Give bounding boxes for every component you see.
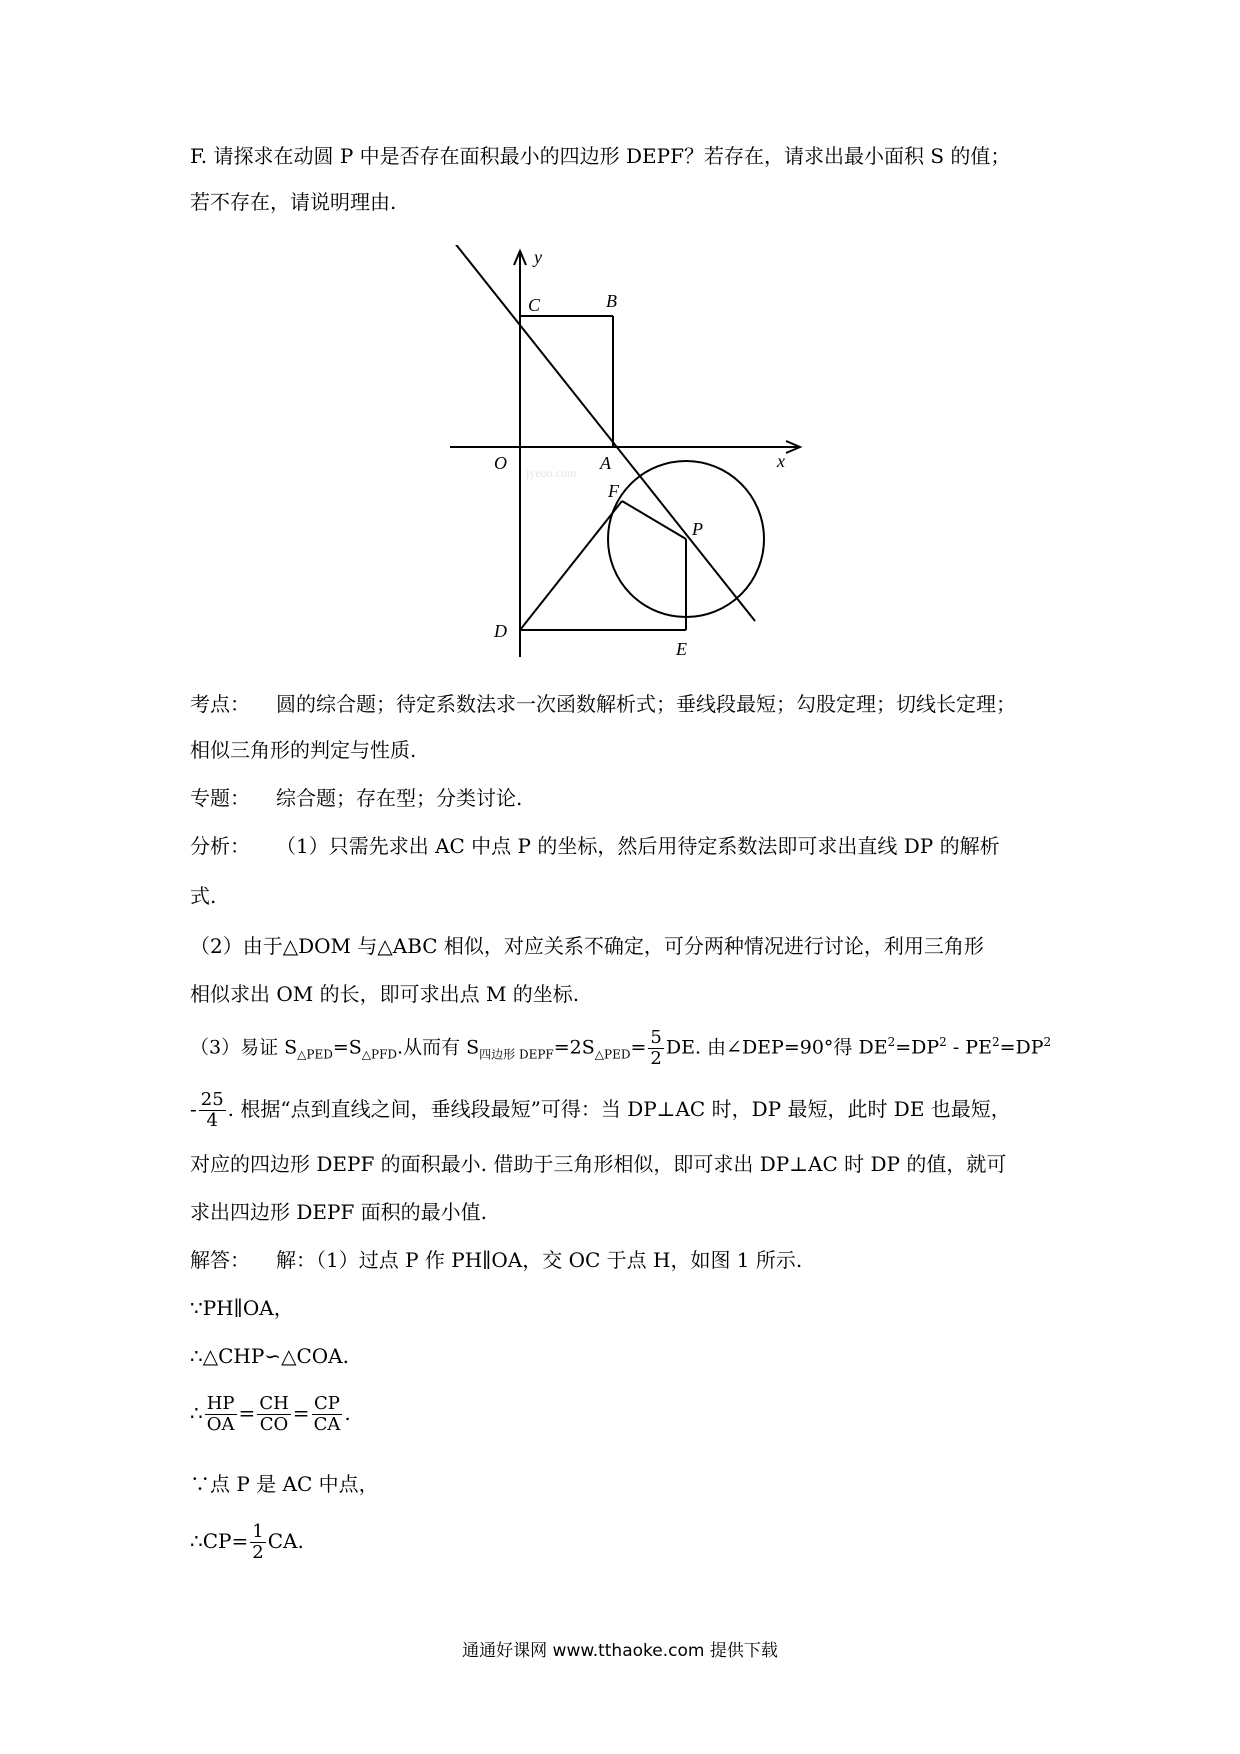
frac-num: 25 xyxy=(200,1089,224,1110)
sup-2a: 2 xyxy=(887,1035,896,1050)
label-y: y xyxy=(534,247,542,267)
fenxi-label: 分析： xyxy=(190,834,250,858)
label-O: O xyxy=(494,453,507,473)
sup-2b: 2 xyxy=(939,1035,947,1050)
fenxi-p6: 求出四边形 DEPF 面积的最小值. xyxy=(190,1200,488,1224)
fenxi-p2b: 相似求出 OM 的长，即可求出点 M 的坐标. xyxy=(190,982,580,1006)
fenxi-p1a: （1）只需先求出 AC 中点 P 的坐标，然后用待定系数法即可求出直线 DP 的解析 xyxy=(276,834,1000,858)
fenxi-p3-pre: （3）易证 S xyxy=(190,1036,298,1059)
fenxi-p3-mid1: =S xyxy=(332,1036,362,1059)
frac-den: 2 xyxy=(252,1542,264,1563)
kaodian-text-1: 圆的综合题；待定系数法求一次函数解析式；垂线段最短；勾股定理；切线长定理； xyxy=(276,692,1016,716)
segment-FP xyxy=(622,501,686,539)
jieda-step1: 解：（1）过点 P 作 PH∥OA，交 OC 于点 H，如图 1 所示. xyxy=(276,1248,803,1272)
frac-num: 5 xyxy=(650,1027,662,1048)
segment-DF xyxy=(520,501,622,630)
fenxi-p2a: （2）由于△DOM 与△ABC 相似，对应关系不确定，可分两种情况进行讨论，利用三角形 xyxy=(190,934,984,958)
label-F: F xyxy=(608,481,619,501)
jieda-step6-pre: ∴CP= xyxy=(190,1529,249,1553)
label-P: P xyxy=(692,519,703,539)
sup-2d: 2 xyxy=(1043,1035,1052,1050)
jieda-step5: ∵点 P 是 AC 中点， xyxy=(190,1472,379,1496)
frac-num: HP xyxy=(206,1393,235,1414)
fraction-1-2 xyxy=(250,1522,265,1563)
label-B: B xyxy=(606,291,617,311)
fraction-ch-co xyxy=(257,1394,290,1435)
label-E: E xyxy=(676,639,687,659)
frac-num: CH xyxy=(259,1393,289,1414)
label-C: C xyxy=(528,295,541,315)
jieda-step2: ∵PH∥OA， xyxy=(190,1296,294,1320)
fenxi-p5: 对应的四边形 DEPF 的面积最小. 借助于三角形相似，即可求出 DP⊥AC 时 DP 的值，就可 xyxy=(190,1152,1007,1176)
equals-sign: = xyxy=(292,1401,310,1425)
jieda-label: 解答： xyxy=(190,1248,250,1272)
sup-2c: 2 xyxy=(991,1035,1000,1050)
fraction-cp-ca xyxy=(312,1394,343,1435)
sub-quad: 四边形 DEPF xyxy=(479,1047,554,1062)
label-A: A xyxy=(600,453,611,473)
frac-num: 1 xyxy=(252,1521,264,1542)
geometry-figure xyxy=(430,245,810,665)
frac-den: 4 xyxy=(206,1110,218,1131)
fenxi-p1b: 式. xyxy=(190,884,217,908)
fenxi-p3-mid2: .从而有 S xyxy=(397,1036,480,1059)
question-line-1: F. 请探求在动圆 P 中是否存在面积最小的四边形 DEPF？若存在，请求出最小面积 S 的值； xyxy=(190,144,1011,168)
fenxi-p3-eq: = xyxy=(630,1036,647,1059)
jieda-step6-end: CA. xyxy=(267,1529,304,1553)
fraction-hp-oa xyxy=(205,1394,237,1435)
kaodian-label: 考点： xyxy=(190,692,250,716)
jieda-step6 xyxy=(190,1522,304,1563)
watermark: jyeoo.com xyxy=(526,466,577,480)
frac-den: OA xyxy=(206,1414,235,1435)
fenxi-p3-tail2: =DP xyxy=(895,1036,940,1059)
sub-ped: △PED xyxy=(297,1047,333,1062)
line-CA xyxy=(450,245,755,621)
zhuanti-text: 综合题；存在型；分类讨论. xyxy=(276,786,523,810)
therefore-sign: ∴ xyxy=(190,1401,203,1425)
jieda-step3: ∴△CHP∽△COA. xyxy=(190,1344,349,1368)
label-x: x xyxy=(777,451,785,471)
equals-sign: = xyxy=(238,1401,256,1425)
label-D: D xyxy=(494,621,507,641)
sub-ped-2: △PED xyxy=(594,1047,631,1062)
fenxi-p3 xyxy=(190,1028,1051,1069)
fenxi-p4-dash: - xyxy=(190,1097,197,1121)
kaodian-line-2: 相似三角形的判定与性质. xyxy=(190,738,417,762)
fenxi-p4 xyxy=(190,1090,1011,1131)
fraction-25-4 xyxy=(199,1090,226,1131)
frac-den: 2 xyxy=(650,1048,662,1069)
period: . xyxy=(344,1401,351,1425)
frac-num: CP xyxy=(312,1394,343,1415)
question-line-2: 若不存在，请说明理由. xyxy=(190,190,397,214)
frac-den: CO xyxy=(259,1414,289,1435)
fenxi-p3-tail4: =DP xyxy=(999,1036,1044,1059)
footer-source: 通通好课网 www.tthaoke.com 提供下载 xyxy=(462,1641,778,1661)
fenxi-p4-text: . 根据“点到直线之间，垂线段最短”可得：当 DP⊥AC 时，DP 最短，此时 DE 也最短， xyxy=(227,1097,1011,1121)
zhuanti-line xyxy=(190,784,522,812)
fenxi-line-1 xyxy=(190,832,1000,860)
fraction-5-2 xyxy=(648,1028,663,1069)
frac-den: CA xyxy=(313,1414,341,1435)
fenxi-p3-tail: DE. 由∠DEP=90°得 DE xyxy=(665,1036,888,1059)
sub-pfd: △PFD xyxy=(361,1047,398,1062)
zhuanti-label: 专题： xyxy=(190,786,250,810)
jieda-step4 xyxy=(190,1394,351,1435)
jieda-line-1 xyxy=(190,1246,802,1274)
kaodian-line-1 xyxy=(190,690,1016,718)
fenxi-p3-mid3: =2S xyxy=(553,1036,595,1059)
fenxi-p3-tail3: - PE xyxy=(946,1036,992,1059)
